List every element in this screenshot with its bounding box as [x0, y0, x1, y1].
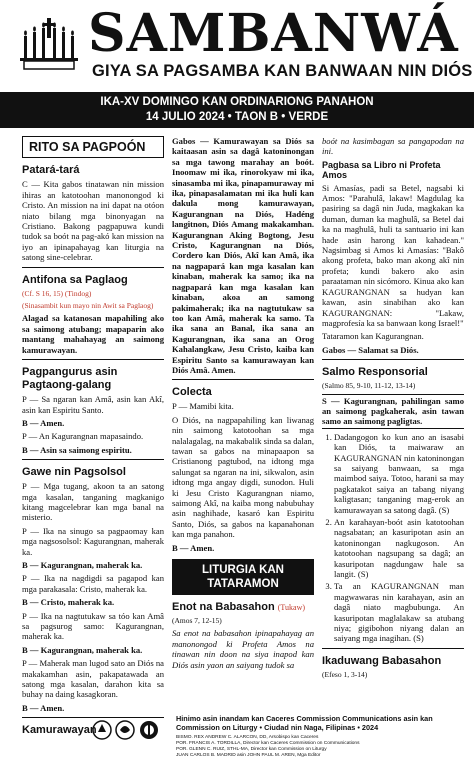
reading-heading: Pagbasa sa Libro ni Profeta Amos — [322, 159, 441, 181]
dialogue-line: P — Sa ngaran kan Amâ, asin kan Akî, asin kan Espiritu Santo. — [22, 394, 164, 415]
kamurawayan-heading: Kamurawayan — [22, 724, 97, 737]
gloria-text: Gabos — Kamurawayan sa Diós sa kaitaasan asin sa dagâ katoninongan sa mga tawong marahay an boót. Inoomaw mi ika, rinorokyaw mi ika, sinasamba mi ika, pinapamuraway mi ika, pinapasalamatan mi ika huli kan dakula mong kamurawayan, Kagurangnan na Diós, Hadéng langitnon, Diós Amang makakamhan. Kagurangnan Aking Bogtong, Jesu Cristo, Kagurangnan na Diós, Cordero kan Diós, Akî kan Amâ, ika na nagpapará kan mga kasalan kan kinaban, maherak ka samo; ika na nagpapará kan mga kasalan kan kinaban, akoa an samong pakimaherak; ika na nagtutukaw sa too kan Amâ, maherak ka samo. Ta ika sana an Banal, ika sana an Kagurangnan, ika sana an Orog Kahalangkaw, Jesu Cristo, kaiba kan Espiritu Santo sa kamurawayan kan Diós Amâ. Amen. — [172, 136, 314, 375]
salmo-verse: 1. Dadangogon ko kun ano an isasabi kan Diós, ta maiwaraw an KAGURANGNAN nin katoninongan sa saiyang banwaan, sa mga maimbod saiya. Totoo, harani sa may pagkatakot saiya an tabang niyang kaligtasan; tanganing mag-erok an kamurawayan sa satong dagâ. (S) — [334, 432, 464, 515]
sunday-title: IKA-XV DOMINGO KAN ORDINARIONG PANAHON — [100, 96, 374, 108]
altar-candles-logo — [14, 14, 84, 72]
footer-credits — [176, 714, 466, 759]
divider — [322, 648, 464, 649]
enot-heading — [172, 601, 314, 614]
gawe-heading: Gawe nin Pagsolsol — [22, 466, 126, 479]
salmo-verse: 2. An karahayan-boót asin katotoohan nagsabatan; an kasuripotan asin an katoninongan nagkugoson. An katotoohan nagsupang sa dagâ; an kasuripotan nagdungaw hale sa langit. (S) — [334, 517, 464, 579]
dialogue-line: P — Ika na sinugo sa pagpaomay kan mga nagsosolsol: Kagurangnan, maherak ka. — [22, 525, 164, 557]
dialogue-line: P — Ika na nagtutukaw sa tóo kan Amâ sa pagsurog samo: Kagurangnan, maherak ka. — [22, 610, 164, 642]
salmo-response: S — Kagurangnan, pahilingan samo an saimong pagkaherak, asin tawan samo an saimong pagligtas. — [322, 394, 464, 429]
ikaduwang-ref: (Efeso 1, 3-14) — [322, 669, 368, 679]
dialogue-line: P — An Kagurangnan mapasaindo. — [22, 431, 144, 442]
publication-title: SAMBANWÁ — [88, 3, 459, 64]
masthead — [0, 0, 474, 92]
enot-intro-cont: boót na kasimbagan sa pangapodan na ini. — [322, 136, 464, 157]
salmo-heading: Salmo Responsorial — [322, 366, 428, 379]
enot-tone: (Tukaw) — [277, 603, 306, 613]
credit-line: JUAN CARLOS B. MADRID asin JOHN PAUL M. AREN, Mga Editor — [176, 753, 321, 758]
pagpangurus-heading: Pagpangurus asin Pagtaong-galang — [22, 366, 118, 392]
antifona-ref: (Cf. S 16, 15) (Tindog) — [22, 288, 92, 298]
date-line: 14 JULIO 2024 • TAON B • VERDE — [145, 111, 329, 123]
column-1 — [22, 136, 164, 739]
response-line: B — Kagurangnan, maherak ka. — [22, 559, 143, 570]
response-line: B — Cristo, maherak ka. — [22, 597, 115, 608]
credits-list — [176, 735, 466, 759]
seal-logos — [92, 718, 162, 742]
colecta-prayer: O Diós, na nagpapahiling kan liwanag nin saimong katotoohan sa mga nalalagalag, na makabalik sinda sa dalan, tawan sa gabos na minapaapon sa Cristianong pagtubod, na idtong mga salungat sa ngaran na ini, sikwalon, asin idtong mga angay digdi, sunodon. Huli ki Jesu Cristo Kagurangnan niamo, saimong Akî, na kaiba mong nabubuhay asin naghihade, kasaró kan Espiritu Santo, Diós, sa gabos na kapanahonan kan mga panahon. — [172, 414, 314, 540]
footer-line: Hinimo asin inandam kan Caceres Commission Communications asin kan Commission on Liturgy • Ciudad nin Naga, Filipinas • 2024 — [176, 714, 433, 732]
credit-line: POR. GLENN C. RUIZ, STHL-MA, Director kan Commission on Liturgy — [176, 747, 327, 752]
section-header-liturgia: LITURGIA KAN TATARAMON — [172, 559, 314, 595]
antifona-heading: Antifona sa Paglaog — [22, 273, 128, 286]
dialogue-line: P — Maherak man lugod sato an Diós na makakamhan asin, pakapatawada an satong mga kasalan, darahon kita sa buhay na daing kasagkoran. — [22, 658, 164, 700]
dialogue-line: P — Ika na nagdigdi sa pagapod kan mga parakasala: Cristo, maherak ka. — [22, 573, 164, 594]
antifona-note: (Sinasambit kun mayo nin Awit sa Paglaog) — [22, 301, 154, 311]
reading-text: Si Amasías, padi sa Betel, nagsabi ki Amos: "Parahulâ, lakaw! Magdulag ka pasiring sa dagâ nin Juda, magkakan ka duman, duman ka maghulâ, sa Betel dai ka na maghulâ, huli ta santuario ini kan hade asin harong kan kahadean." Nagsimbag si Amos ki Amasías: "Bakô akong profeta, bako man akong akî nin profeta; kundi bakero ako asin paraataman nin sicómoro. Kinua ako kan KAGURANGNAN sa hudyan kan kawan, asin sinabihan ako kan KAGURANGNAN: "Lakaw, magprofesía ka sa banwaan kong Israel!" — [322, 182, 464, 328]
patara-heading: Patará-tará — [22, 164, 80, 177]
column-3 — [322, 136, 464, 682]
divider — [172, 379, 314, 380]
response-line: B — Kagurangnan, maherak ka. — [22, 644, 143, 655]
dialogue-line: P — Mamibi kita. — [172, 401, 234, 412]
response-line: B — Amen. — [22, 417, 65, 428]
divider — [22, 267, 164, 268]
salmo-ref: (Salmo 85, 9-10, 11-12, 13-14) — [322, 381, 416, 391]
column-2 — [172, 136, 314, 673]
footer — [0, 712, 474, 784]
patara-text: C — Kita gabos tinatawan nin mission ihiras an katotoohan manonongod ki Cristo. An mission na ini dapat na otóon niato bilang mga binonyagan na Cristiano. Bakong pagpapuwa kundi tudok sa boót na pag-akó kan mission na iyo an ipinapahayag kan liturgia na satong sine-celebrar. — [22, 179, 164, 263]
enot-intro: Sa enot na babasahon ipinapahayag an manonongod ki Profeta Amos na tinawan nin doon na siya inapod kan Diós asin yaon an saiyang tudok sa — [172, 628, 314, 670]
response-line: B — Asin sa saimong espiritu. — [22, 444, 132, 455]
divider — [22, 459, 164, 460]
reading-response: Gabos — Salamat sa Diós. — [322, 344, 419, 355]
colecta-heading: Colecta — [172, 386, 212, 399]
antifona-text: Alagad sa katanosan mapahiling ako sa saimong atubang; mapaparin ako mantang mahahayag an saimong kamurawayan. — [22, 313, 164, 355]
divider — [322, 359, 464, 360]
salmo-verse: 3. Ta an KAGURANGNAN man magwawaras nin karahayan, asin an dagâ niato magbubunga. An kasuripotan maglalakaw sa atubang niya; gigibohon niyang dalan an saiyang mga inagihan. (S) — [334, 581, 464, 643]
response-line: B — Amen. — [172, 542, 215, 553]
dialogue-line: P — Mga tugang, akoon ta an satong mga kasalan, tanganing magkanigo kitang magcelebrar kan mga banal na misterio. — [22, 481, 164, 523]
credit-line: POR. FRANCIS A. TORDILLA, Director kan Caceres Commission on Communications — [176, 741, 360, 746]
section-header-rito: RITO SA PAGPOÓN — [22, 136, 164, 158]
salmo-verses — [322, 432, 464, 644]
credit-line: BISMO. REX ANDREW C. ALARCON, DD, Arsobispo kan Caceres — [176, 735, 319, 740]
enot-ref: (Amos 7, 12-15) — [172, 616, 222, 626]
reading-closing: Tataramon kan Kagurangnan. — [322, 331, 424, 342]
publication-subtitle: GIYA SA PAGSAMBA KAN BANWAAN NIN DIÓS — [92, 62, 473, 80]
date-banner — [0, 92, 474, 128]
ikaduwang-heading: Ikaduwang Babasahon — [322, 654, 442, 667]
divider — [22, 359, 164, 360]
enot-title: Enot na Babasahon — [172, 601, 275, 614]
response-line: B — Amen. — [22, 702, 65, 713]
